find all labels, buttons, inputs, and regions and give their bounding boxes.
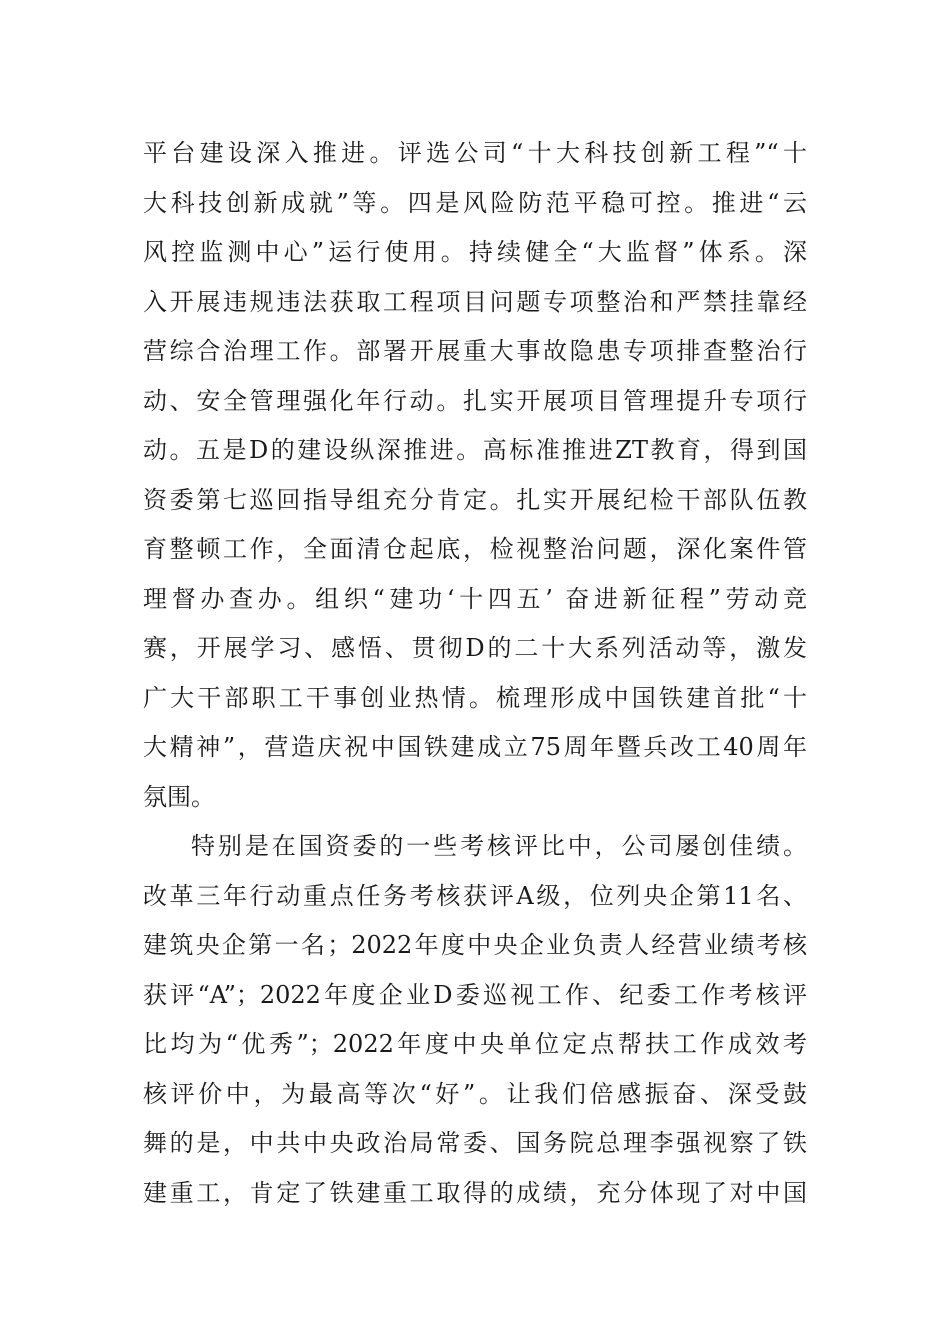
text-line: 营综合治理工作。部署开展重大事故隐患专项排查整治行	[143, 337, 807, 365]
paragraph	[143, 822, 807, 1218]
text-line: 舞的是，中共中央政治局常委、国务院总理李强视察了铁	[143, 1129, 807, 1157]
text-line: 建重工，肯定了铁建重工取得的成绩，充分体现了对中国	[143, 1178, 807, 1207]
text-line: 广大干部职工干事创业热情。梳理形成中国铁建首批“十	[143, 683, 807, 712]
text-line: 入开展违规违法获取工程项目问题专项整治和严禁挂靠经	[143, 287, 807, 316]
text-line: 动。五是D的建设纵深推进。高标准推进ZT教育，得到国	[143, 436, 807, 464]
text-line: 核评价中，为最高等次“好”。让我们倍感振奋、深受鼓	[143, 1079, 807, 1108]
text-line: 大精神”，营造庆祝中国铁建成立75周年暨兵改工40周年	[143, 733, 807, 761]
text-line: 获评“A”；2022年度企业D委巡视工作、纪委工作考核评	[143, 980, 807, 1009]
text-line: 改革三年行动重点任务考核获评A级，位列央企第11名、	[143, 881, 807, 910]
text-line: 建筑央企第一名；2022年度中央企业负责人经营业绩考核	[143, 931, 807, 959]
text-line: 比均为“优秀”；2022年度中央单位定点帮扶工作成效考	[143, 1030, 807, 1058]
text-line: 赛，开展学习、感悟、贯彻D的二十大系列活动等，激发	[143, 634, 807, 662]
text-line: 资委第七巡回指导组充分肯定。扎实开展纪检干部队伍教	[143, 485, 807, 514]
text-line: 大科技创新成就”等。四是风险防范平稳可控。推进“云	[143, 188, 807, 217]
text-line: 平台建设深入推进。评选公司“十大科技创新工程”“十	[143, 139, 807, 167]
text-line: 理督办查办。组织“建功‘十四五’ 奋进新征程”劳动竞	[143, 584, 807, 613]
text-line: 风控监测中心”运行使用。持续健全“大监督”体系。深	[143, 238, 807, 266]
text-line: 特别是在国资委的一些考核评比中，公司屡创佳绩。	[191, 832, 807, 860]
text-line: 氛围。	[143, 782, 215, 811]
document-body	[143, 129, 807, 1218]
paragraph	[143, 129, 807, 822]
text-line: 动、安全管理强化年行动。扎实开展项目管理提升专项行	[143, 386, 807, 415]
text-line: 育整顿工作，全面清仓起底，检视整治问题，深化案件管	[143, 535, 807, 563]
